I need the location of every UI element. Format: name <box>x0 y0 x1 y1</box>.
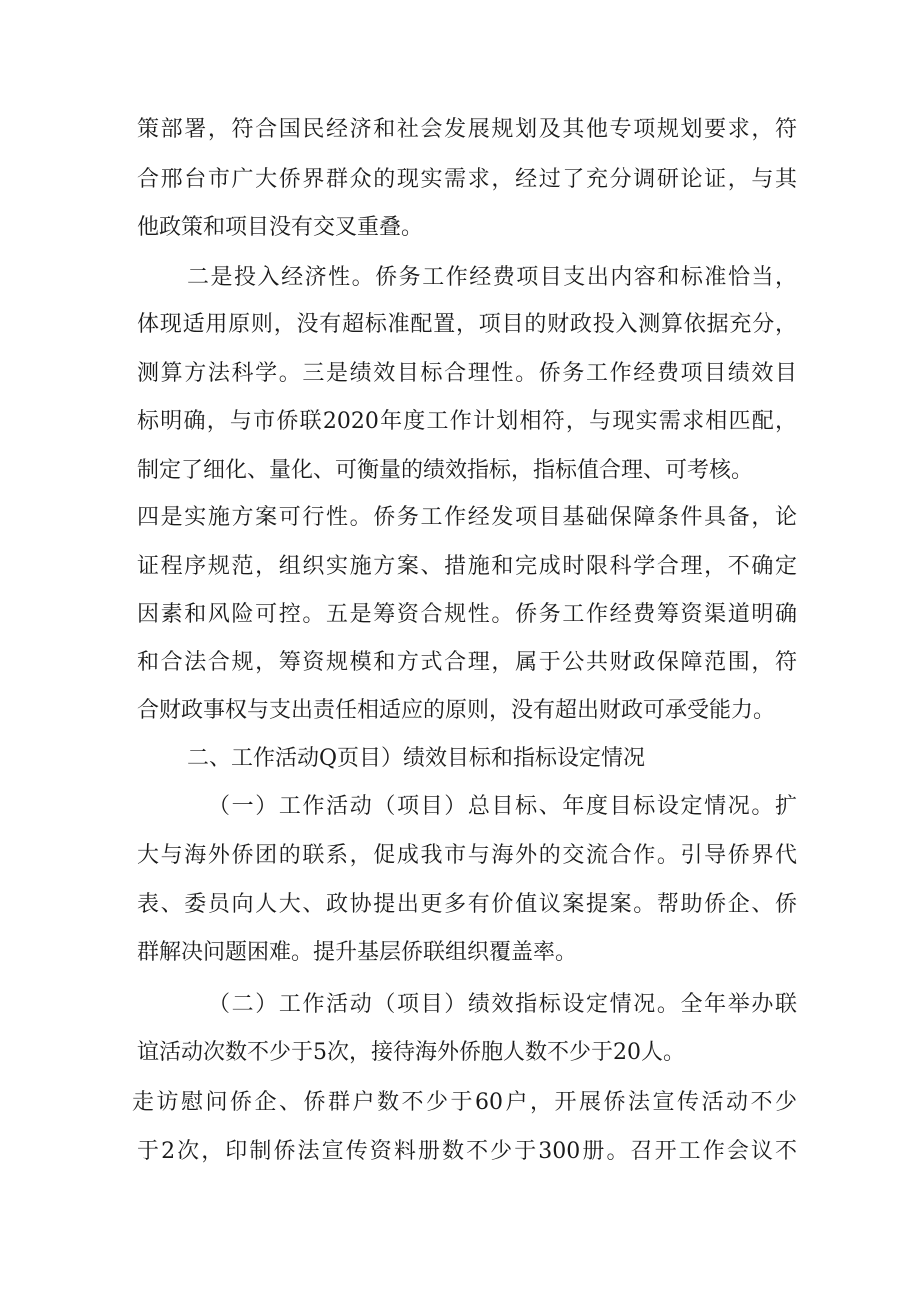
text-line: 体现适用原则，没有超标准配置，项目的财政投入测算依据充分， <box>137 312 797 337</box>
text-line: 合邢台市广大侨界群众的现实需求，经过了充分调研论证，与其 <box>137 167 797 192</box>
subsection-heading-line: （二）工作活动（项目）绩效指标设定情况。全年举办联 <box>208 992 797 1017</box>
text-line: 大与海外侨团的联系，促成我市与海外的交流合作。引导侨界代 <box>137 843 797 868</box>
text-line: 合财政事权与支出责任相适应的原则，没有超出财政可承受能力。 <box>137 698 776 723</box>
text-line: 谊活动次数不少于5次，接待海外侨胞人数不少于20人。 <box>137 1040 685 1065</box>
text-line: 群解决问题困难。提升基层侨联组织覆盖率。 <box>137 940 578 965</box>
text-line: 测算方法科学。三是绩效目标合理性。侨务工作经费项目绩效目 <box>137 361 797 386</box>
text-line: 于2次，印制侨法宣传资料册数不少于300册。召开工作会议不 <box>137 1139 797 1164</box>
paragraph-start-line: 二是投入经济性。侨务工作经费项目支出内容和标准恰当， <box>187 265 797 290</box>
text-line: 制定了细化、量化、可衡量的绩效指标，指标值合理、可考核。 <box>137 458 754 483</box>
text-line: 和合法合规，筹资规模和方式合理，属于公共财政保障范围，符 <box>137 650 797 675</box>
text-line: 表、委员向人大、政协提出更多有价值议案提案。帮助侨企、侨 <box>137 892 797 917</box>
section-heading: 二、工作活动Q页目）绩效目标和指标设定情况 <box>187 746 646 771</box>
text-line: 走访慰问侨企、侨群户数不少于60户，开展侨法宣传活动不少 <box>132 1090 797 1115</box>
text-line: 策部署，符合国民经济和社会发展规划及其他专项规划要求，符 <box>137 117 797 142</box>
text-line: 因素和风险可控。五是筹资合规性。侨务工作经费筹资渠道明确 <box>137 602 797 627</box>
text-line: 标明确，与市侨联2020年度工作计划相符，与现实需求相匹配， <box>137 409 797 434</box>
text-line: 证程序规范，组织实施方案、措施和完成时限科学合理，不确定 <box>137 554 797 579</box>
subsection-heading-line: （一）工作活动（项目）总目标、年度目标设定情况。扩 <box>208 794 797 819</box>
text-line: 四是实施方案可行性。侨务工作经发项目基础保障条件具备，论 <box>137 505 797 530</box>
text-line: 他政策和项目没有交叉重叠。 <box>137 215 424 240</box>
